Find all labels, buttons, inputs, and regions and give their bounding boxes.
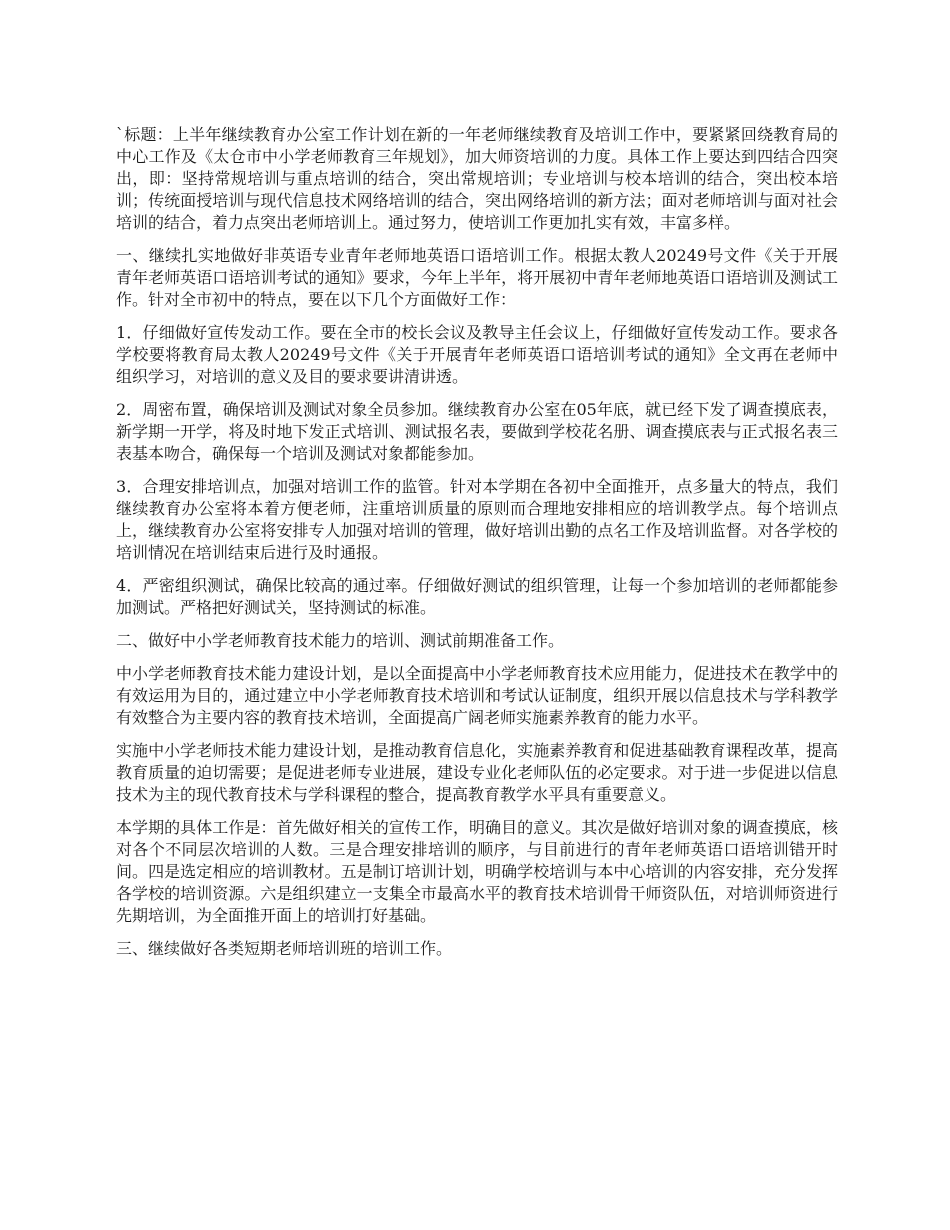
section-two-paragraph-3: 本学期的具体工作是：首先做好相关的宣传工作，明确目的意义。其次是做好培训对象的调查摸底，核对各个不同层次培训的人数。三是合理安排培训的顺序，与目前进行的青年老师英语口语培训错开时间。四是选定相应的培训教材。五是制订培训计划，明确学校培训与本中心培训的内容安排，充分发挥各学校的培训资源。六是组织建立一支集全市最高水平的教育技术培训骨干师资队伍，对培训师资进行先期培训，为全面推开面上的培训打好基础。: [116, 818, 838, 925]
intro-paragraph: `标题：上半年继续教育办公室工作计划在新的一年老师继续教育及培训工作中，要紧紧回绕教育局的中心工作及《太仓市中小学老师教育三年规划》，加大师资培训的力度。具体工作上要达到四结合四突出，即：坚持常规培训与重点培训的结合，突出常规培训；专业培训与校本培训的结合，突出校本培训；传统面授培训与现代信息技术网络培训的结合，突出网络培训的新方法；面对老师培训与面对社会培训的结合，着力点突出老师培训上。通过努力，使培训工作更加扎实有效，丰富多样。: [116, 125, 838, 232]
item-4-paragraph: 4．严密组织测试，确保比较高的通过率。仔细做好测试的组织管理，让每一个参加培训的老师都能参加测试。严格把好测试关，坚持测试的标准。: [116, 576, 838, 617]
item-3-paragraph: 3．合理安排培训点，加强对培训工作的监管。针对本学期在各初中全面推开，点多量大的特点，我们继续教育办公室将本着方便老师，注重培训质量的原则而合理地安排相应的培训教学点。每个培训点上，继续教育办公室将安排专人加强对培训的管理，做好培训出勤的点名工作及培训监督。对各学校的培训情况在培训结束后进行及时通报。: [116, 477, 838, 562]
document-body: [116, 124, 838, 971]
section-two-heading: 二、做好中小学老师教育技术能力的培训、测试前期准备工作。: [116, 631, 565, 650]
section-one-heading: 一、继续扎实地做好非英语专业青年老师地英语口语培训工作。根据太教人20249号文件《关于开展青年老师英语口语培训考试的通知》要求，今年上半年，将开展初中青年老师地英语口语培训及测试工作。针对全市初中的特点，要在以下几个方面做好工作：: [116, 246, 838, 309]
section-three-heading: 三、继续做好各类短期老师培训班的培训工作。: [116, 939, 453, 958]
section-two-paragraph-2: 实施中小学老师技术能力建设计划，是推动教育信息化，实施素养教育和促进基础教育课程改革，提高教育质量的迫切需要；是促进老师专业进展，建设专业化老师队伍的必定要求。对于进一步促进以信息技术为主的现代教育技术与学科课程的整合，提高教育教学水平具有重要意义。: [116, 741, 838, 804]
item-2-paragraph: 2．周密布置，确保培训及测试对象全员参加。继续教育办公室在05年底，就已经下发了调查摸底表，新学期一开学，将及时地下发正式培训、测试报名表，要做到学校花名册、调查摸底表与正式报名表三表基本吻合，确保每一个培训及测试对象都能参加。: [116, 400, 838, 463]
section-two-paragraph-1: 中小学老师教育技术能力建设计划，是以全面提高中小学老师教育技术应用能力，促进技术在教学中的有效运用为目的，通过建立中小学老师教育技术培训和考试认证制度，组织开展以信息技术与学科教学有效整合为主要内容的教育技术培训，全面提高广阔老师实施素养教育的能力水平。: [116, 664, 838, 727]
item-1-paragraph: 1．仔细做好宣传发动工作。要在全市的校长会议及教导主任会议上，仔细做好宣传发动工作。要求各学校要将教育局太教人20249号文件《关于开展青年老师英语口语培训考试的通知》全文再在老师中组织学习，对培训的意义及目的要求要讲清讲透。: [116, 323, 838, 386]
